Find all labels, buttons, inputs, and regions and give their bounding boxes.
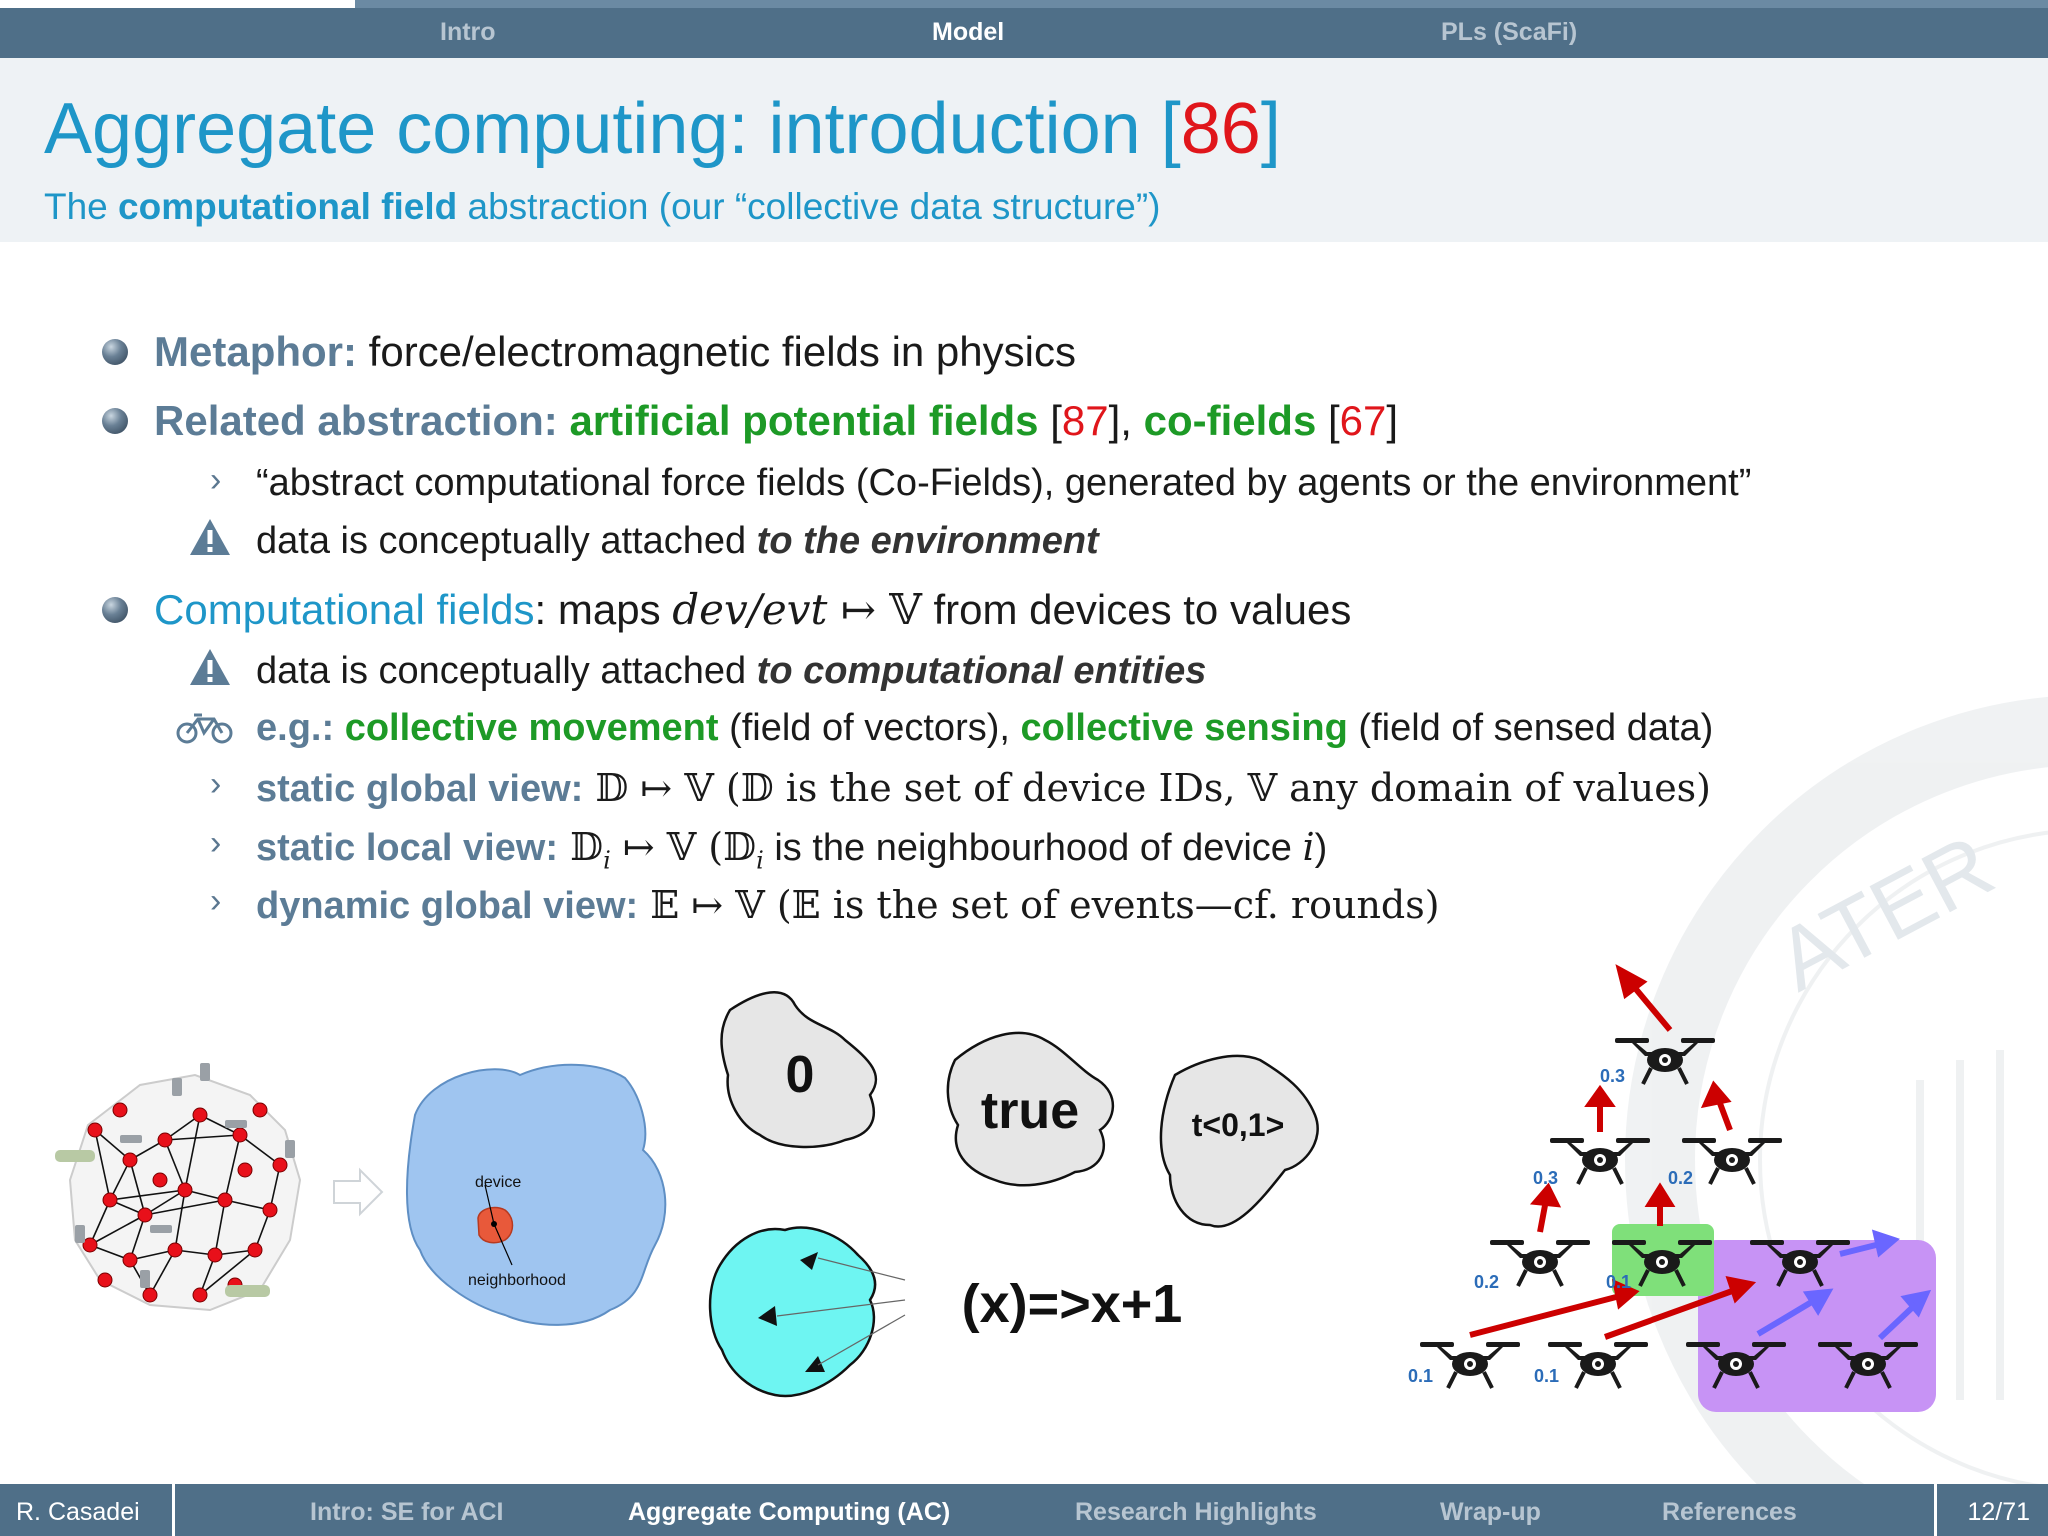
field-value-zero: 0 [785, 1046, 815, 1104]
field-value-function: (x)=>x+1 [961, 1274, 1183, 1334]
neighborhood-label: neighborhood [468, 1272, 566, 1289]
footer-section-references[interactable]: References [1662, 1498, 1797, 1526]
chevron-right-icon: › [210, 461, 222, 499]
dynamic-global-view: dynamic global view: 𝔼 ↦ 𝕍 (𝔼 is the set of events—cf. rounds) [256, 883, 1440, 927]
bullet-icon [102, 339, 128, 365]
drone-value: 0.1 [1534, 1366, 1560, 1386]
slide-title: Aggregate computing: introduction [86] [44, 89, 1281, 169]
section-progress-track [355, 0, 2048, 8]
device-label: device [475, 1174, 522, 1191]
top-navigation-bar [0, 0, 2048, 58]
cofields-quote: “abstract computational force fields (Co-Fields), generated by agents or the environment” [256, 462, 1752, 504]
bullet-metaphor: Metaphor: force/electromagnetic fields in physics [154, 328, 1076, 375]
footer-section-research-highlights[interactable]: Research Highlights [1075, 1498, 1317, 1526]
function-region [710, 1228, 875, 1396]
warning-icon [188, 647, 232, 687]
examples-line: e.g.: collective movement (field of vectors), collective sensing (field of sensed data) [256, 707, 1714, 749]
drone-value: 0.3 [1533, 1168, 1559, 1188]
reference-87[interactable]: 87 [1061, 397, 1109, 444]
footer-divider [1934, 1484, 1937, 1536]
chevron-right-icon: › [210, 882, 222, 920]
title-reference[interactable]: 86 [1180, 89, 1261, 169]
footer-section-wrap-up[interactable]: Wrap-up [1440, 1498, 1541, 1526]
seal-lettering: ATER [1760, 815, 2009, 1010]
university-seal-watermark [1660, 730, 2048, 1536]
bullet-related-abstraction: Related abstraction: artificial potential fields [87], co-fields [67] [154, 397, 1399, 444]
drone-value: 0.1 [1408, 1366, 1434, 1386]
static-local-view: static local view: 𝔻$_i$ ↦ 𝕍 (𝔻$_i$ is the neighbourhood of device i) [256, 825, 1328, 875]
slide-subtitle: The computational field abstraction (our “collective data structure”) [44, 186, 1161, 227]
entities-note: data is conceptually attached to computational entities [256, 650, 1207, 692]
bullet-icon [102, 408, 128, 434]
reference-67[interactable]: 67 [1339, 397, 1387, 444]
section-progress-indicator [0, 0, 355, 8]
drone-value: 0.1 [1606, 1272, 1632, 1292]
page-number: 12/71 [1967, 1498, 2030, 1526]
footer-section-aggregate-computing[interactable]: Aggregate Computing (AC) [628, 1498, 951, 1526]
nav-pls-scafi[interactable]: PLs (ScaFi) [1441, 18, 1578, 46]
drone-value: 0.2 [1668, 1168, 1694, 1188]
bicycle-icon [176, 711, 234, 745]
bullet-computational-fields: Computational fields: maps dev/evt ↦ 𝕍 from devices to values [154, 585, 1352, 634]
warning-icon [188, 517, 232, 557]
static-global-view: static global view: 𝔻 ↦ 𝕍 (𝔻 is the set of device IDs, 𝕍 any domain of values) [256, 766, 1712, 810]
environment-note: data is conceptually attached to the environment [256, 520, 1099, 562]
drone-value: 0.3 [1600, 1066, 1626, 1086]
bullet-icon [102, 597, 128, 623]
footer-bar [0, 1484, 2048, 1536]
footer-author: R. Casadei [16, 1498, 140, 1526]
chevron-right-icon: › [210, 824, 222, 862]
field-value-true: true [980, 1082, 1080, 1140]
nav-model[interactable]: Model [932, 18, 1005, 46]
nav-intro[interactable]: Intro [440, 18, 496, 46]
drone-value: 0.2 [1474, 1272, 1500, 1292]
device-network-map [55, 1063, 300, 1310]
footer-section-intro[interactable]: Intro: SE for ACI [310, 1498, 504, 1526]
field-value-tuple: t<0,1> [1191, 1107, 1285, 1143]
arrow-right-icon [334, 1170, 382, 1214]
footer-divider [172, 1484, 175, 1536]
chevron-right-icon: › [210, 765, 222, 803]
